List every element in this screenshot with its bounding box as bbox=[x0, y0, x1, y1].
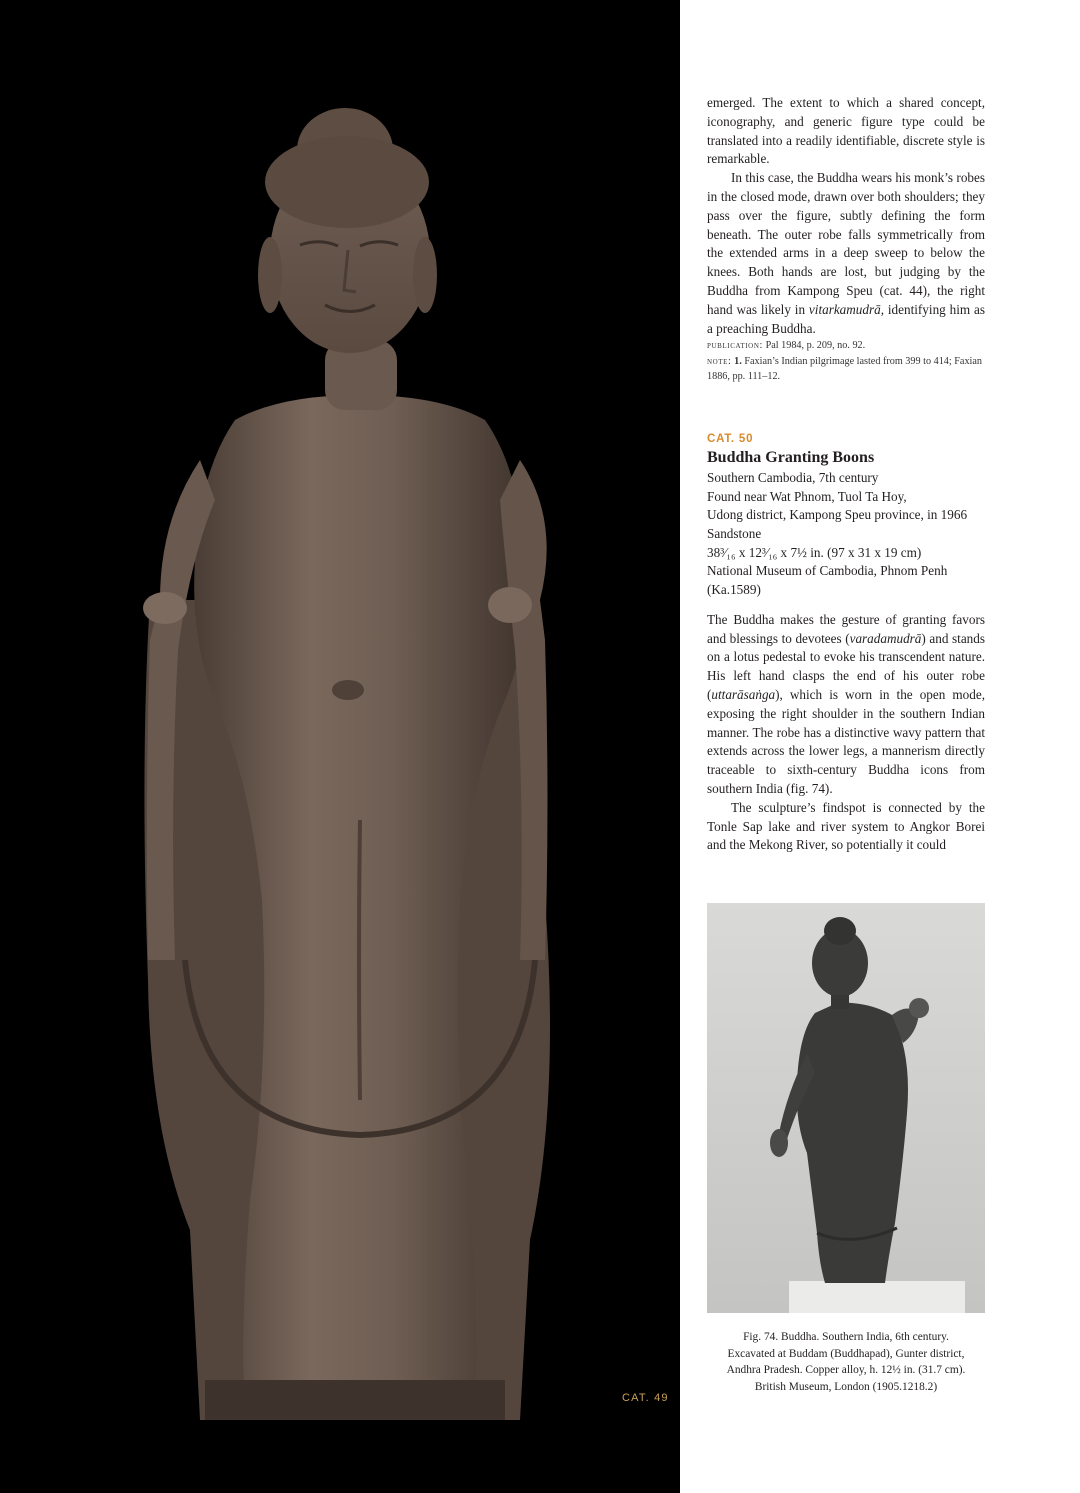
publication-line: publication: Pal 1984, p. 209, no. 92. bbox=[707, 340, 866, 352]
meta-line: Sandstone bbox=[707, 525, 762, 541]
catalog-metadata bbox=[707, 469, 985, 600]
caption-line: Fig. 74. Buddha. Southern India, 6th century. bbox=[743, 1331, 949, 1343]
bronze-buddha-photo bbox=[707, 903, 985, 1313]
meta-line: Udong district, Kampong Speu province, in 1966 bbox=[707, 507, 968, 523]
meta-line: National Museum of Cambodia, Phnom Penh bbox=[707, 563, 948, 579]
meta-line: 38³⁄₁₆ x 12³⁄₁₆ x 7½ in. (97 x 31 x 19 cm) bbox=[707, 544, 922, 560]
caption-line: Andhra Pradesh. Copper alloy, h. 12½ in. (31.7 cm). bbox=[726, 1364, 966, 1376]
catalog-title: Buddha Granting Boons bbox=[707, 448, 875, 466]
caption-line: British Museum, London (1905.1218.2) bbox=[754, 1380, 938, 1393]
figure-caption bbox=[707, 1329, 985, 1395]
caption-line: Excavated at Buddam (Buddhapad), Gunter district, bbox=[727, 1347, 965, 1360]
continued-paragraph: emerged. The extent to which a shared concept, iconography, and generic figure type could be translated into a readily identifiable, discrete style is remarkable. bbox=[707, 95, 985, 167]
catalog-number: CAT. 50 bbox=[707, 432, 754, 445]
body-paragraph: The sculpture’s findspot is connected by the Tonle Sap lake and river system to Angkor Borei and the Mekong River, so potentially it could bbox=[707, 799, 985, 853]
meta-line: Found near Wat Phnom, Tuol Ta Hoy, bbox=[707, 488, 907, 504]
note-line: note: 1. Faxian’s Indian pilgrimage lasted from 399 to 414; Faxian 1886, pp. 111–12. bbox=[707, 355, 982, 383]
plate-label: CAT. 49 bbox=[622, 1392, 669, 1404]
meta-line: (Ka.1589) bbox=[707, 582, 761, 598]
body-paragraph: The Buddha makes the gesture of granting favors and blessings to devotees (varadamudrā) and stands on a lotus pedestal to evoke his transcendent nature. His left hand clasps the end of his outer robe (uttarāsaṅga), which is worn in the open mode, exposing the right shoulder in the southern Indian manner. The robe has a distinctive wavy pattern that extends across the lower legs, a mannerism directly traceable to sixth-century Buddha icons from southern India (fig. 74). bbox=[707, 611, 986, 796]
meta-line: Southern Cambodia, 7th century bbox=[707, 469, 879, 485]
figure-74 bbox=[707, 903, 985, 1395]
catalog-body bbox=[707, 611, 985, 855]
paragraph-robes: In this case, the Buddha wears his monk’s robes in the closed mode, drawn over both shoulders; they pass over the figure, subtly defining the form beneath. The outer robe falls symmetrically from the extended arms in a deep sweep to below the knees. Both hands are lost, but judging by the Buddha from Kampong Speu (cat. 44), the right hand was likely in vitarkamudrā, identifying him as a preaching Buddha. bbox=[707, 170, 985, 336]
text-column bbox=[707, 94, 985, 855]
